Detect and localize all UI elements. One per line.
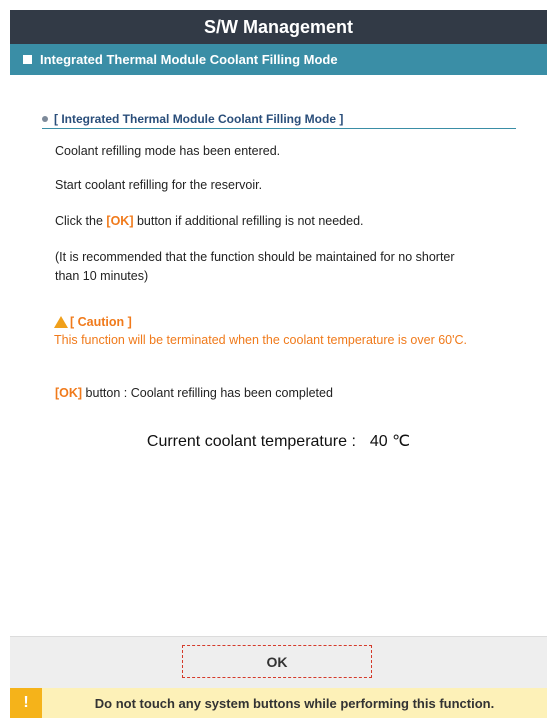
temperature-value: 40 ℃ [369, 433, 411, 450]
exclamation-icon: ! [10, 688, 42, 718]
ok-reference-note: [OK] [55, 386, 83, 400]
dot-bullet-icon [42, 116, 48, 122]
caution-heading [54, 315, 132, 329]
mode-header-label: Integrated Thermal Module Coolant Filling Mode [40, 52, 338, 67]
message-click-ok [55, 211, 364, 231]
message-click-ok-suffix: button if additional refilling is not needed. [133, 214, 364, 228]
ok-button-note [55, 383, 333, 403]
warning-message: Do not touch any system buttons while performing this function. [94, 695, 495, 711]
caution-message: This function will be terminated when the coolant temperature is over 60'C. [54, 333, 468, 347]
message-start-refill: Start coolant refilling for the reservoir. [55, 178, 263, 192]
ok-button-label: OK [266, 653, 288, 670]
mode-header [10, 44, 547, 75]
message-click-ok-prefix: Click the [55, 214, 107, 228]
ok-button-note-text: button : Coolant refilling has been completed [82, 386, 333, 400]
window-title-text: S/W Management [203, 16, 354, 37]
message-recommendation-2: than 10 minutes) [55, 269, 149, 283]
ok-reference-inline: [OK] [106, 214, 134, 228]
content-panel [10, 75, 547, 636]
message-recommendation-1: (It is recommended that the function should be maintained for no shorter [55, 250, 455, 264]
footer-bar [10, 636, 547, 689]
temperature-label: Current coolant temperature : [146, 433, 356, 450]
square-bullet-icon [23, 55, 32, 64]
window-title [10, 10, 547, 44]
warning-triangle-icon [54, 316, 68, 328]
warning-banner [10, 688, 547, 718]
section-heading-text: [ Integrated Thermal Module Coolant Filling Mode ] [54, 111, 344, 126]
caution-heading-text: [ Caution ] [70, 315, 132, 329]
ok-button[interactable] [182, 645, 372, 678]
message-mode-entered: Coolant refilling mode has been entered. [55, 144, 281, 158]
section-heading [42, 109, 516, 129]
coolant-temperature-readout [10, 431, 547, 451]
